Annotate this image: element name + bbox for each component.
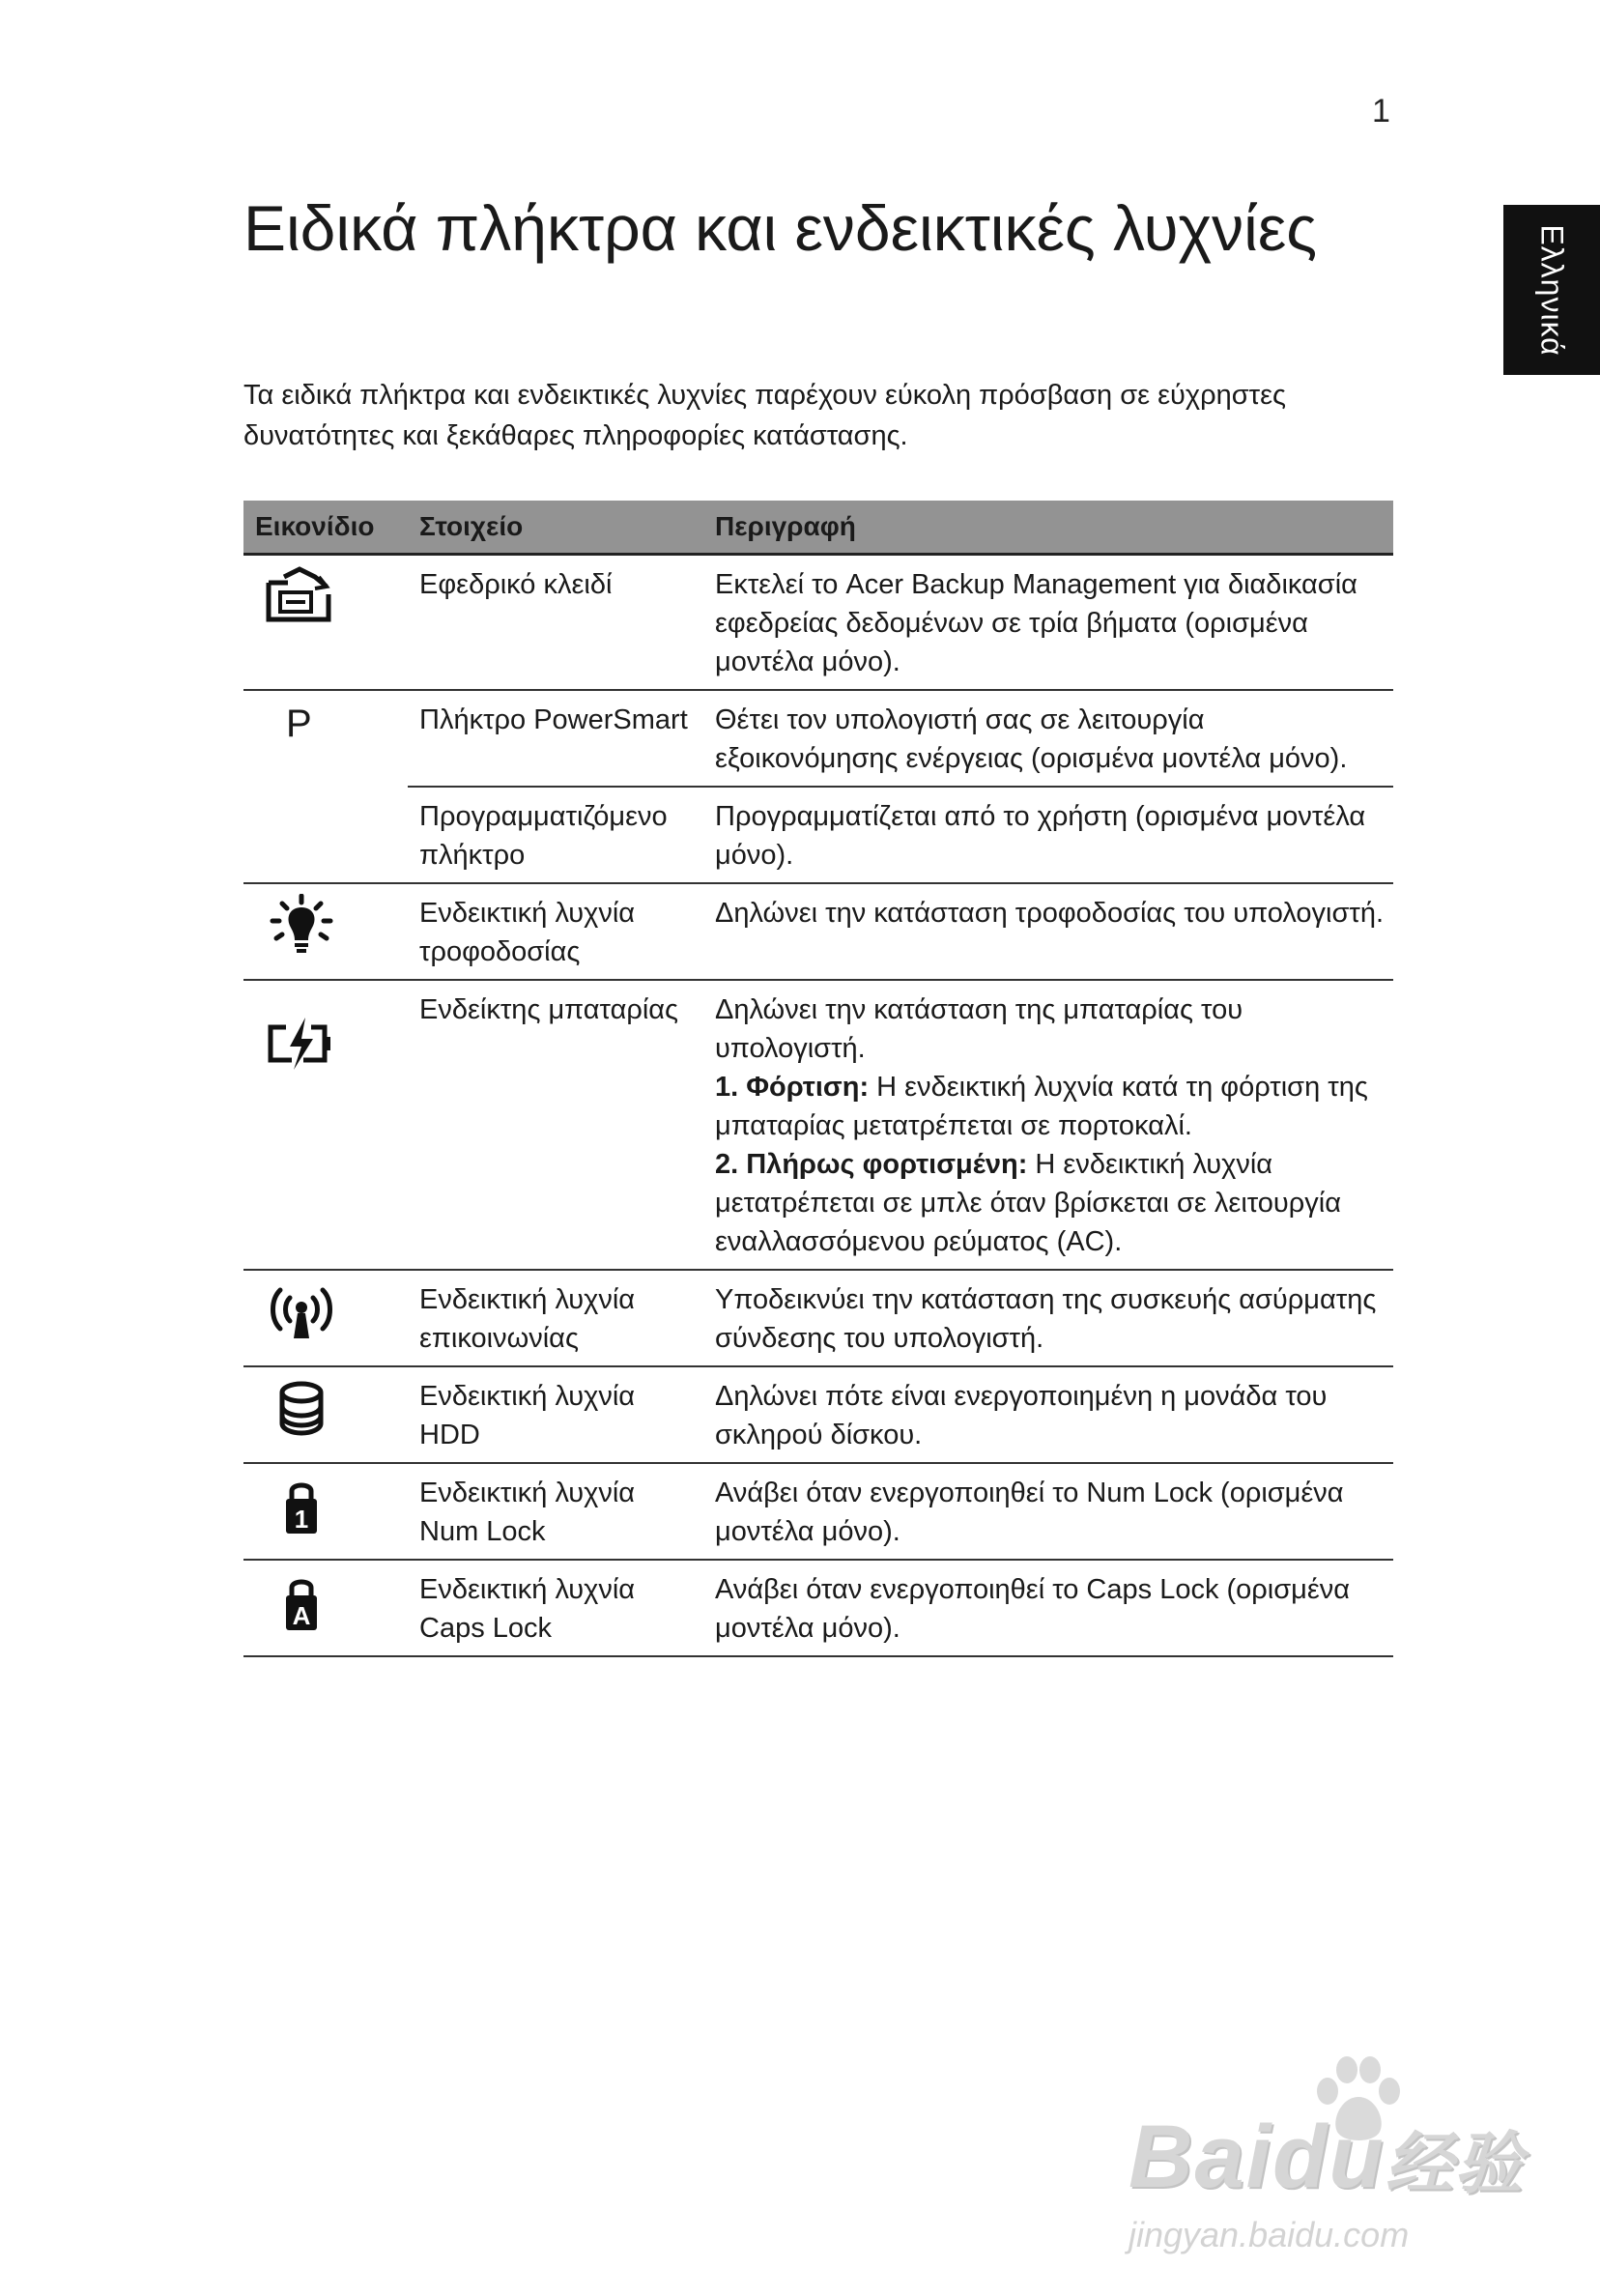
- table-row: [243, 690, 1393, 787]
- table-row: [243, 1463, 1393, 1560]
- icon-cell: [243, 1463, 408, 1560]
- table-row: [243, 1560, 1393, 1656]
- num-lock-glyph: 1: [294, 1505, 309, 1534]
- table-row: [243, 883, 1393, 980]
- header-description: Περιγραφή: [703, 501, 1393, 555]
- description-cell: Δηλώνει πότε είναι ενεργοποιημένη η μονάδα του σκληρού δίσκου.: [703, 1366, 1393, 1463]
- description-cell: Ανάβει όταν ενεργοποιηθεί το Num Lock (ορισμένα μοντέλα μόνο).: [703, 1463, 1393, 1560]
- item-cell: Ενδεικτική λυχνία HDD: [408, 1366, 703, 1463]
- power-light-icon: [263, 894, 340, 958]
- table-header-row: [243, 501, 1393, 555]
- caps-lock-icon: [263, 1570, 340, 1634]
- language-tab: [1503, 205, 1600, 375]
- watermark-brand-mid: du: [1272, 2108, 1386, 2206]
- intro-paragraph: Τα ειδικά πλήκτρα και ενδεικτικές λυχνίες παρέχουν εύκολη πρόσβαση σε εύχρηστες δυνατότητες και ξεκάθαρες πληροφορίες κατάστασης.: [243, 380, 1287, 451]
- icon-cell: [243, 1560, 408, 1656]
- item-cell: Ενδεικτική λυχνία επικοινωνίας: [408, 1270, 703, 1366]
- item-cell: Ενδεικτική λυχνία Num Lock: [408, 1463, 703, 1560]
- watermark-url: jingyan.baidu.com: [1129, 2215, 1410, 2254]
- caps-lock-glyph: A: [292, 1601, 311, 1630]
- wireless-icon: [263, 1280, 340, 1344]
- special-keys-table: [243, 501, 1393, 1657]
- baidu-watermark: [1129, 2052, 1525, 2255]
- table-row: [243, 1270, 1393, 1366]
- header-icon: Εικονίδιο: [243, 501, 408, 555]
- icon-cell: [243, 1366, 408, 1463]
- page-number: 1: [1372, 93, 1390, 129]
- detail-label: 2. Πλήρως φορτισμένη:: [715, 1149, 1028, 1180]
- watermark-brand-right: 经验: [1385, 2126, 1525, 2201]
- detail-label: 1. Φόρτιση:: [715, 1072, 870, 1103]
- num-lock-icon: [263, 1474, 340, 1537]
- description-cell: Προγραμματίζεται από το χρήστη (ορισμένα μοντέλα μόνο).: [703, 787, 1393, 883]
- icon-cell: [243, 1270, 408, 1366]
- icon-cell: [243, 555, 408, 691]
- item-cell: Πλήκτρο PowerSmart: [408, 690, 703, 787]
- header-item: Στοιχείο: [408, 501, 703, 555]
- item-cell: Ενδεικτική λυχνία τροφοδοσίας: [408, 883, 703, 980]
- detail-text: Η ενδεικτική λυχνία κατά τη φόρτιση της μπαταρίας μετατρέπεται σε πορτοκαλί.: [715, 1072, 1368, 1141]
- backup-key-icon: [263, 565, 340, 629]
- language-tab-label: Ελληνικά: [1534, 223, 1570, 357]
- icon-cell: [243, 690, 408, 883]
- item-cell: Ενδεικτική λυχνία Caps Lock: [408, 1560, 703, 1656]
- description-cell: Δηλώνει την κατάσταση τροφοδοσίας του υπολογιστή.: [703, 883, 1393, 980]
- icon-cell: [243, 980, 408, 1270]
- item-cell: Εφεδρικό κλειδί: [408, 555, 703, 691]
- item-cell: Ενδείκτης μπαταρίας: [408, 980, 703, 1270]
- powersmart-p-icon: P: [286, 703, 312, 745]
- watermark-brand-left: Bai: [1129, 2108, 1273, 2206]
- description-cell: [703, 980, 1393, 1270]
- description-cell: Θέτει τον υπολογιστή σας σε λειτουργία εξοικονόμησης ενέργειας (ορισμένα μοντέλα μόνο).: [703, 690, 1393, 787]
- battery-detail-charging: [715, 1068, 1386, 1145]
- description-cell: Ανάβει όταν ενεργοποιηθεί το Caps Lock (ορισμένα μοντέλα μόνο).: [703, 1560, 1393, 1656]
- table-row: [243, 980, 1393, 1270]
- icon-cell: [243, 883, 408, 980]
- page-title: Ειδικά πλήκτρα και ενδεικτικές λυχνίες: [243, 192, 1318, 264]
- description-cell: Υποδεικνύει την κατάσταση της συσκευής ασύρματης σύνδεσης του υπολογιστή.: [703, 1270, 1393, 1366]
- battery-charging-icon: [263, 1010, 340, 1074]
- battery-detail-full: [715, 1145, 1386, 1261]
- watermark-brand: [1129, 2107, 1525, 2208]
- hdd-icon: [263, 1377, 340, 1441]
- battery-description: Δηλώνει την κατάσταση της μπαταρίας του υπολογιστή.: [715, 994, 1243, 1064]
- item-cell: Προγραμματιζόμενο πλήκτρο: [408, 787, 703, 883]
- table-row: [243, 555, 1393, 691]
- table-row: [243, 1366, 1393, 1463]
- detail-text: Η ενδεικτική λυχνία μετατρέπεται σε μπλε όταν βρίσκεται σε λειτουργία εναλλασσόμενου ρεύματος (AC).: [715, 1149, 1341, 1257]
- description-cell: Εκτελεί το Acer Backup Management για διαδικασία εφεδρείας δεδομένων σε τρία βήματα (ορισμένα μοντέλα μόνο).: [703, 555, 1393, 691]
- table-row: [243, 787, 1393, 883]
